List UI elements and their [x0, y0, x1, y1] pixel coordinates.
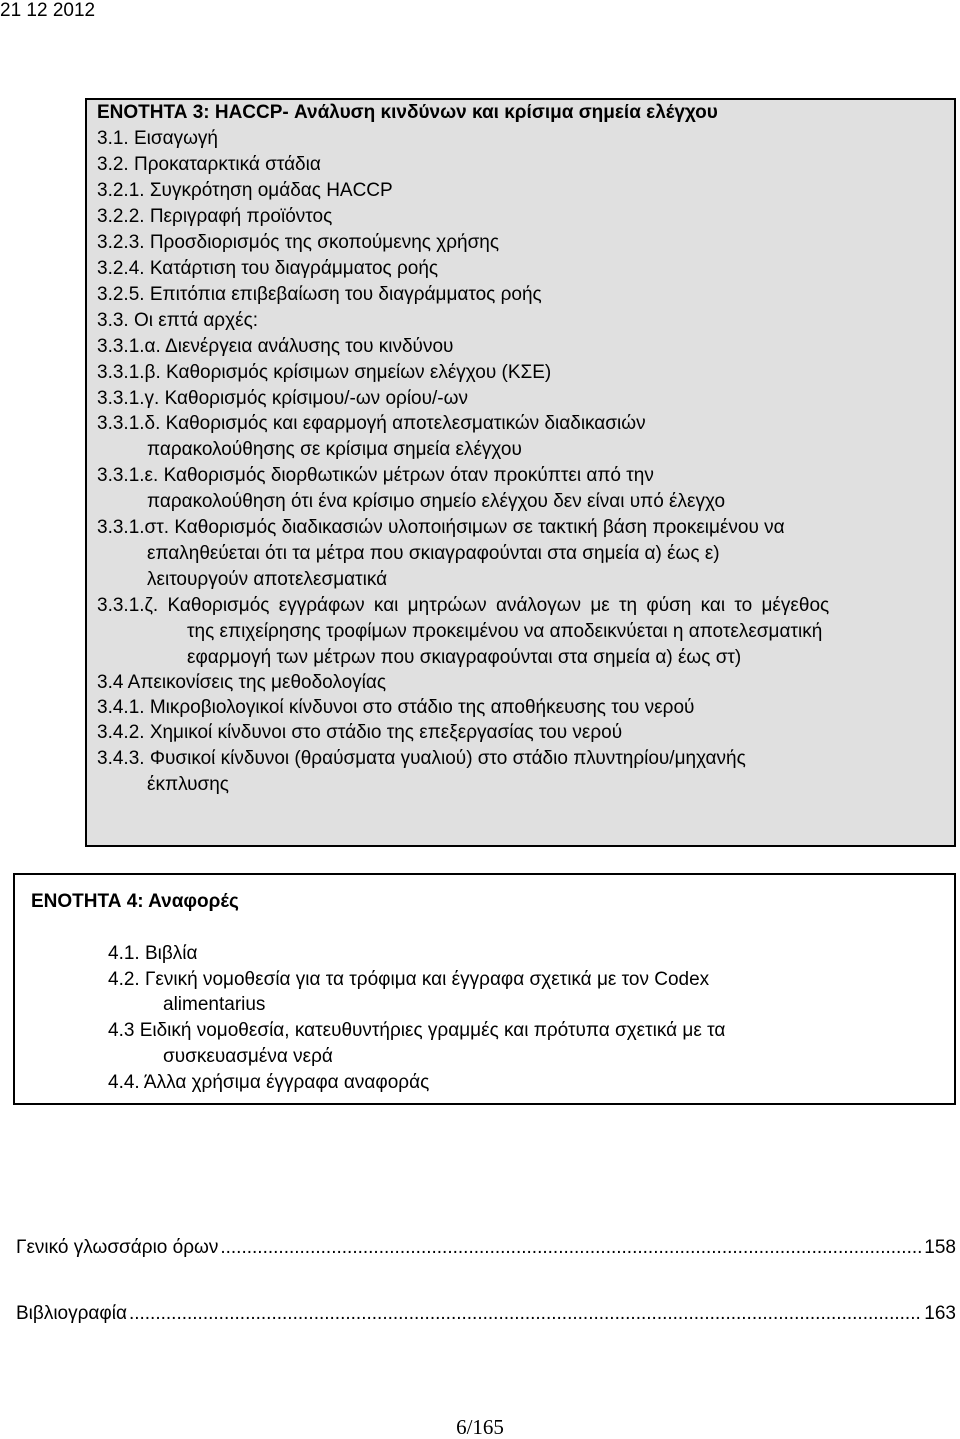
toc-item: 3.2.2. Περιγραφή προϊόντος [97, 206, 333, 227]
page-number: 6/165 [456, 1415, 504, 1439]
toc-item: 3.3.1.β. Καθορισμός κρίσιμων σημείων ελέγχου (ΚΣΕ) [97, 362, 552, 383]
toc-item-continuation: της επιχείρησης τροφίμων προκειμένου να αποδεικνύεται η αποτελεσματική [187, 621, 823, 642]
toc-item-continuation: επαληθεύεται ότι τα μέτρα που σκιαγραφούνται στα σημεία α) έως ε) [147, 543, 720, 564]
toc-item: 3.3.1.ζ. Καθορισμός εγγράφων και μητρώων ανάλογων με τη φύση και το μέγεθος [97, 595, 830, 616]
toc-item: 3.2.3. Προσδιορισμός της σκοπούμενης χρήσης [97, 232, 500, 253]
toc-item: 3.1. Εισαγωγή [97, 128, 218, 149]
toc-item: 3.3.1.στ. Καθορισμός διαδικασιών υλοποιήσιμων σε τακτική βάση προκειμένου να [97, 517, 785, 538]
toc-item-continuation: εφαρμογή των μέτρων που σκιαγραφούνται στα σημεία α) έως στ) [187, 647, 742, 668]
toc-entry-glossary [16, 1237, 956, 1259]
toc-item: 3.4.1. Μικροβιολογικοί κίνδυνοι στο στάδιο της αποθήκευσης του νερού [97, 697, 695, 718]
toc-item-continuation: alimentarius [163, 994, 266, 1015]
toc-item: 3.4.2. Χημικοί κίνδυνοι στο στάδιο της επεξεργασίας του νερού [97, 722, 623, 743]
toc-entry-bibliography [16, 1303, 956, 1325]
section-4-box [13, 873, 956, 1105]
toc-entry-label: Γενικό γλωσσάριο όρων [16, 1237, 219, 1258]
toc-entry-label: Βιβλιογραφία [16, 1303, 127, 1324]
toc-item: 4.2. Γενική νομοθεσία για τα τρόφιμα και έγγραφα σχετικά με τον Codex [108, 969, 710, 990]
toc-item-continuation: έκπλυσης [147, 774, 229, 795]
dot-leader [220, 1237, 922, 1259]
toc-item: 3.2.5. Επιτόπια επιβεβαίωση του διαγράμματος ροής [97, 284, 542, 305]
toc-item: 3.2. Προκαταρκτικά στάδια [97, 154, 321, 175]
dot-leader [129, 1303, 922, 1325]
section-3-box [85, 98, 956, 847]
toc-entry-page: 158 [924, 1237, 956, 1258]
toc-item-continuation: παρακολούθησης σε κρίσιμα σημεία ελέγχου [147, 439, 522, 460]
toc-item: 3.4.3. Φυσικοί κίνδυνοι (θραύσματα γυαλιού) στο στάδιο πλυντηρίου/μηχανής [97, 748, 746, 769]
print-date: 21 12 2012 [0, 0, 96, 21]
toc-item: 3.2.1. Συγκρότηση ομάδας HACCP [97, 180, 393, 201]
toc-item-continuation: συσκευασμένα νερά [163, 1046, 333, 1067]
toc-item: 4.3 Ειδική νομοθεσία, κατευθυντήριες γραμμές και πρότυπα σχετικά με τα [108, 1020, 726, 1041]
toc-item-continuation: παρακολούθηση ότι ένα κρίσιμο σημείο ελέγχου δεν είναι υπό έλεγχο [147, 491, 726, 512]
toc-item-continuation: λειτουργούν αποτελεσματικά [147, 569, 388, 590]
toc-item: 3.3.1.γ. Καθορισμός κρίσιμου/-ων ορίου/-ων [97, 388, 468, 409]
toc-item: 3.4 Απεικονίσεις της μεθοδολογίας [97, 672, 387, 693]
toc-item: 3.3. Οι επτά αρχές: [97, 310, 258, 331]
toc-entry-page: 163 [924, 1303, 956, 1324]
toc-item: 3.3.1.ε. Καθορισμός διορθωτικών μέτρων όταν προκύπτει από την [97, 465, 654, 486]
toc-item: 4.1. Βιβλία [108, 943, 198, 964]
toc-item: 3.2.4. Κατάρτιση του διαγράμματος ροής [97, 258, 439, 279]
toc-item: 3.3.1.δ. Καθορισμός και εφαρμογή αποτελεσματικών διαδικασιών [97, 413, 646, 434]
section-4-heading: ΕΝΟΤΗΤΑ 4: Αναφορές [31, 891, 239, 912]
toc-item: 3.3.1.α. Διενέργεια ανάλυσης του κινδύνου [97, 336, 454, 357]
toc-item: 4.4. Άλλα χρήσιμα έγγραφα αναφοράς [108, 1072, 430, 1093]
section-3-heading: ΕΝΟΤΗΤΑ 3: HACCP- Ανάλυση κινδύνων και κρίσιμα σημεία ελέγχου [97, 102, 718, 123]
